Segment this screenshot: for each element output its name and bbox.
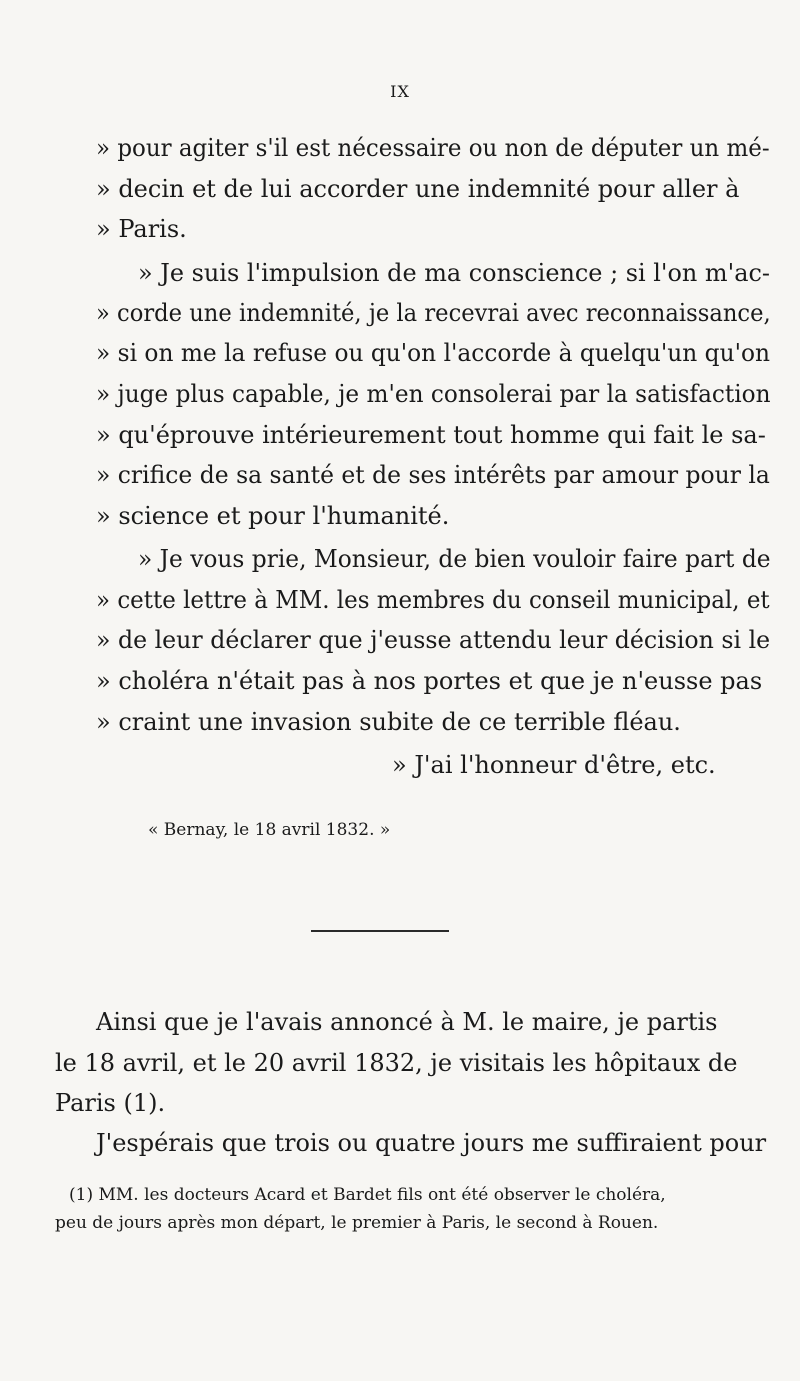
letter-line: » craint une invasion subite de ce terrible fléau. [96, 708, 681, 736]
letter-closing: » J'ai l'honneur d'être, etc. [392, 751, 716, 779]
letter-line: » pour agiter s'il est nécessaire ou non de députer un mé- [96, 134, 770, 162]
body-line: J'espérais que trois ou quatre jours me suffiraient pour [96, 1129, 767, 1157]
body-line: Paris (1). [55, 1089, 166, 1117]
letter-line: » qu'éprouve intérieurement tout homme qui fait le sa- [96, 421, 766, 449]
page-number: IX [390, 82, 410, 101]
footnote-line: (1) MM. les docteurs Acard et Bardet fils ont été observer le choléra, [69, 1185, 666, 1205]
letter-line: » juge plus capable, je m'en consolerai par la satisfaction [96, 380, 771, 408]
letter-line: » Je vous prie, Monsieur, de bien vouloir faire part de [138, 545, 771, 573]
letter-line: » decin et de lui accorder une indemnité pour aller à [96, 175, 740, 203]
letter-line: » Je suis l'impulsion de ma conscience ; si l'on m'ac- [138, 259, 770, 287]
letter-line: » choléra n'était pas à nos portes et que je n'eusse pas [96, 667, 763, 695]
letter-line: » si on me la refuse ou qu'on l'accorde à quelqu'un qu'on [96, 339, 770, 367]
letter-line: » corde une indemnité, je la recevrai avec reconnaissance, [96, 299, 771, 327]
letter-signature: « Bernay, le 18 avril 1832. » [148, 820, 391, 840]
body-line: le 18 avril, et le 20 avril 1832, je visitais les hôpitaux de [55, 1049, 738, 1077]
letter-line: » science et pour l'humanité. [96, 502, 450, 530]
footnote-line: peu de jours après mon départ, le premier à Paris, le second à Rouen. [55, 1213, 659, 1233]
letter-line: » crifice de sa santé et de ses intérêts par amour pour la [96, 461, 770, 489]
letter-line: » Paris. [96, 215, 187, 243]
section-divider [311, 930, 449, 932]
body-line: Ainsi que je l'avais annoncé à M. le maire, je partis [96, 1008, 718, 1036]
letter-line: » cette lettre à MM. les membres du conseil municipal, et [96, 586, 770, 614]
letter-line: » de leur déclarer que j'eusse attendu leur décision si le [96, 626, 771, 654]
